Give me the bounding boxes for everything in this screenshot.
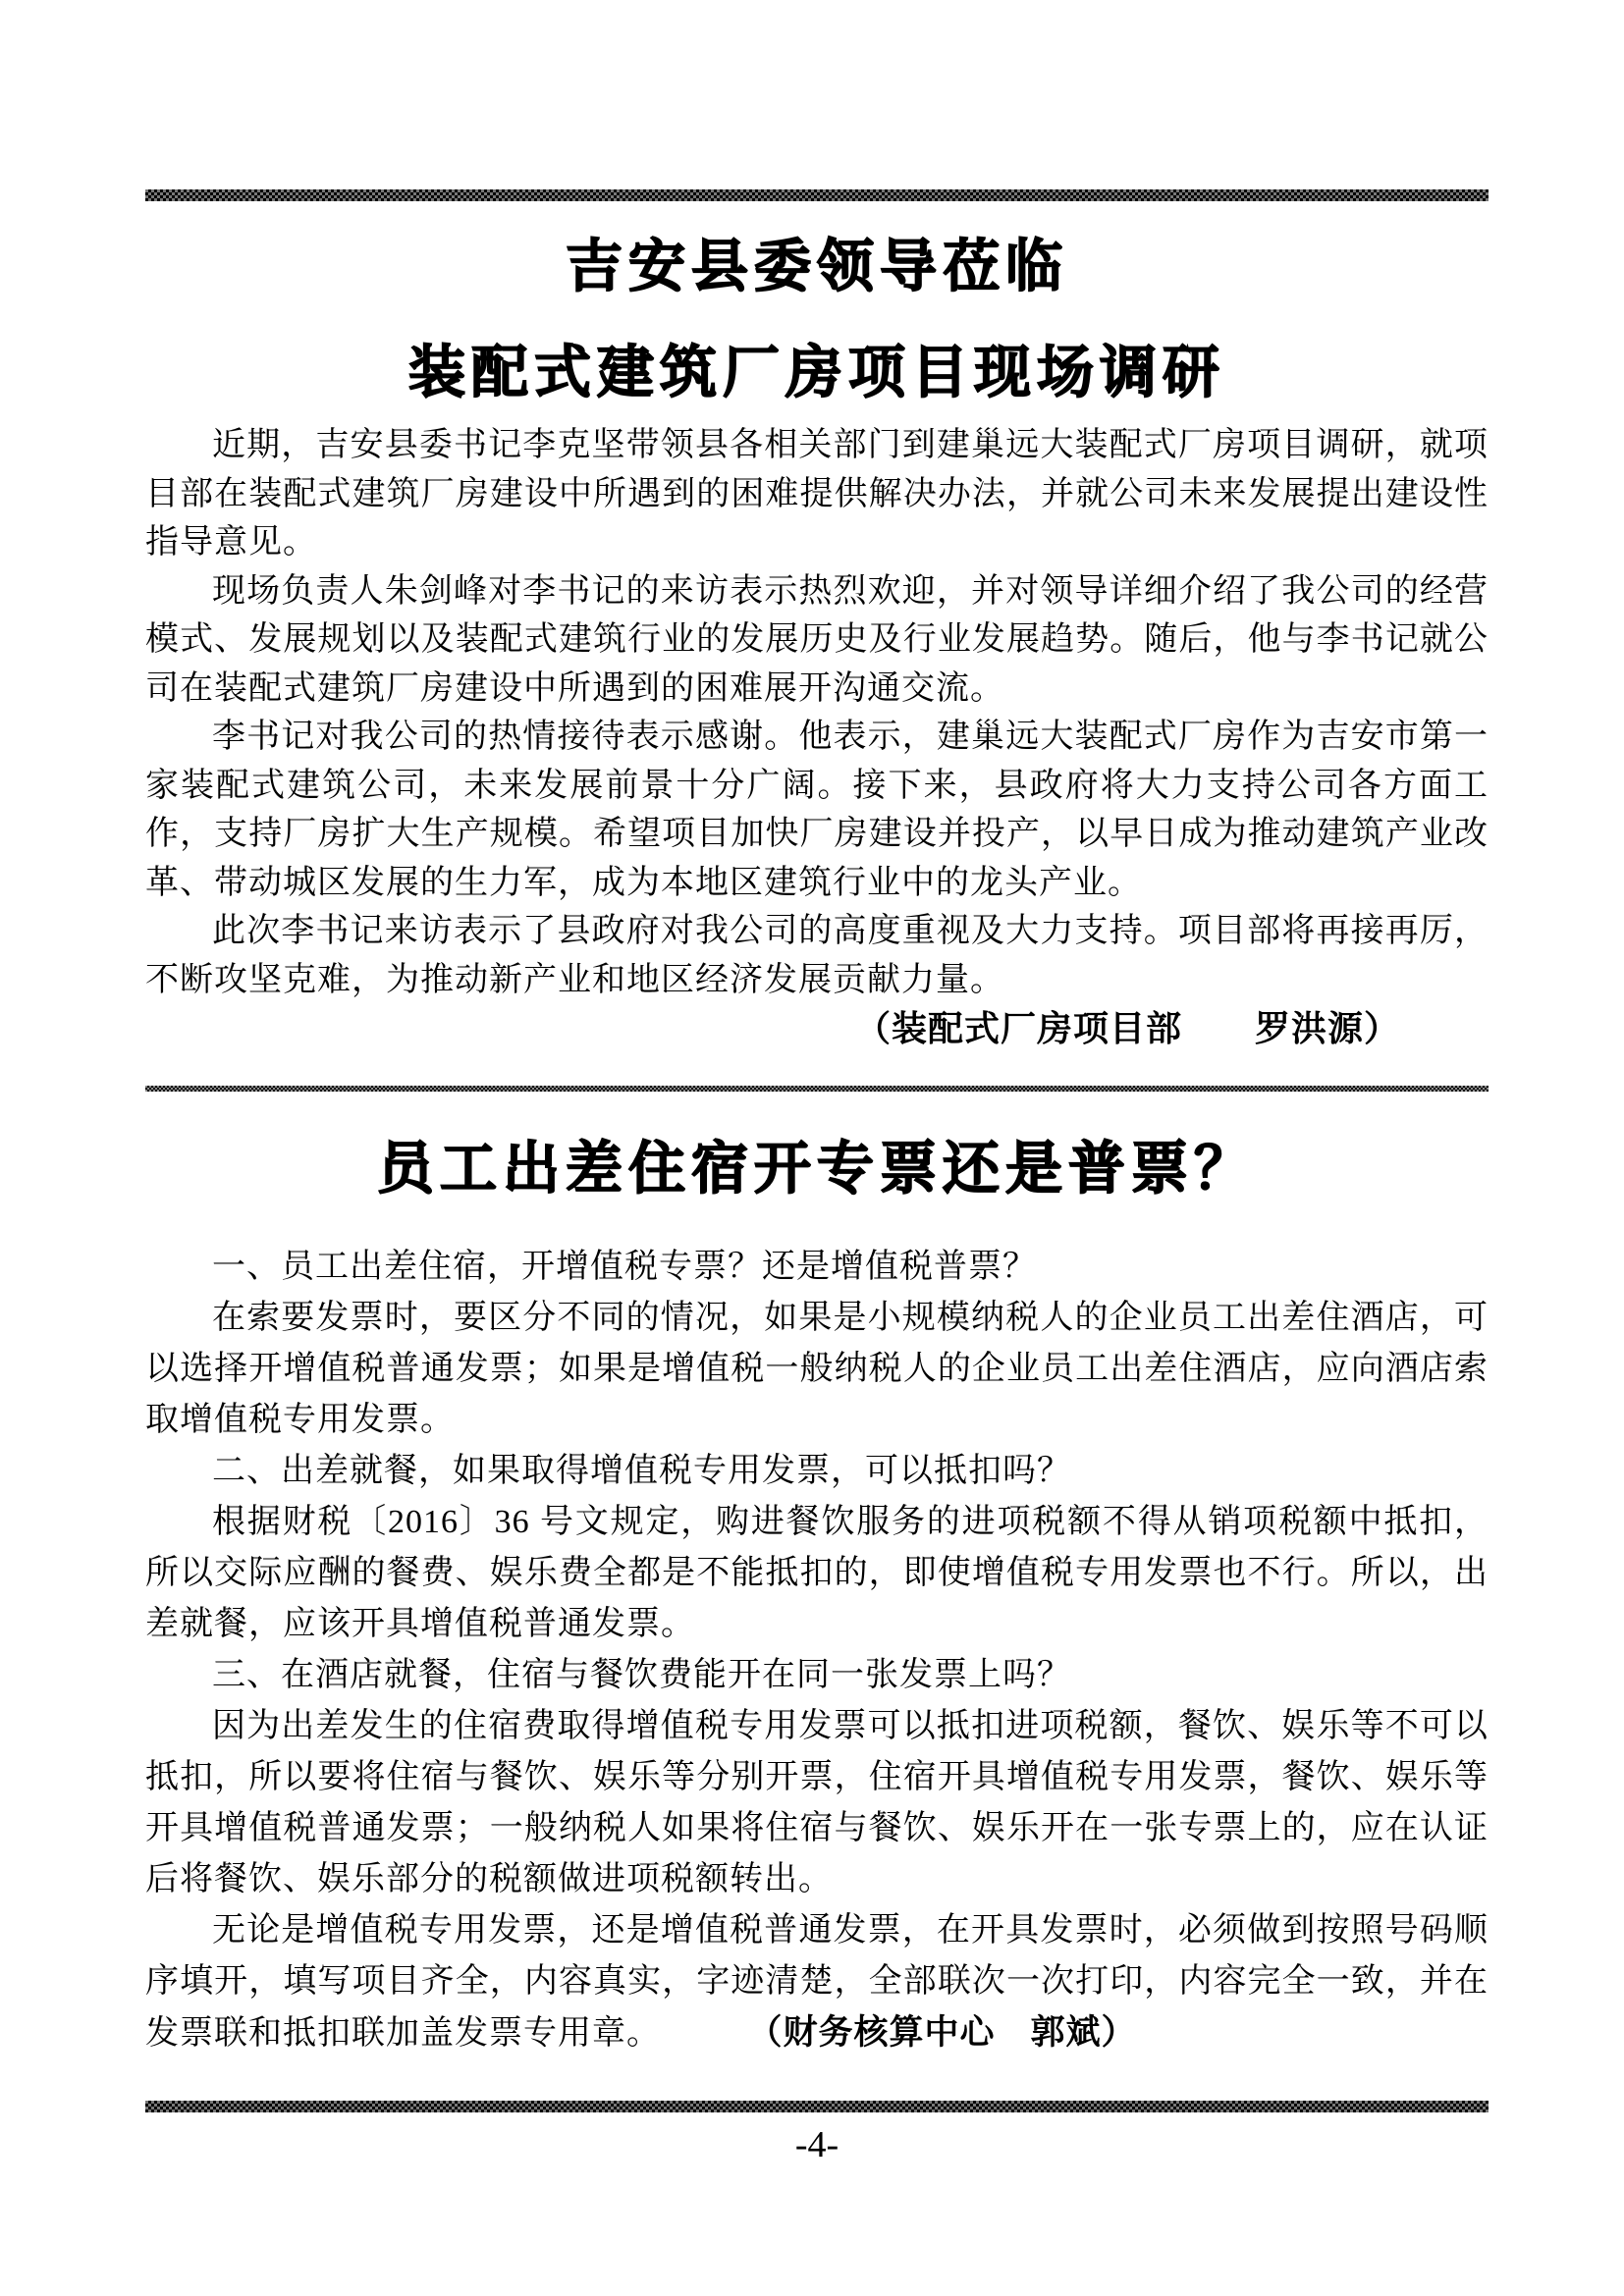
article1-byline: （装配式厂房项目部 罗洪源） [854,1009,1400,1048]
top-border-rule [145,189,1489,201]
article1-title-line2: 装配式建筑厂房项目现场调研 [407,341,1225,404]
article1-paragraph: 李书记对我公司的热情接待表示感谢。他表示，建巢远大装配式厂房作为吉安市第一家装配式建筑公司，未来发展前景十分广阔。接下来，县政府将大力支持公司各方面工作，支持厂房扩大生产规模。希望项目加快厂房建设并投产，以早日成为推动建筑产业改革、带动城区发展的生力军，成为本地区建筑行业中的龙头产业。 [145,719,1489,901]
article2-closing-text: 无论是增值税专用发票，还是增值税普通发票，在开具发票时，必须做到按照号码顺序填开，填写项目齐全，内容真实，字迹清楚，全部联次一次打印，内容完全一致，并在发票联和抵扣联加盖发票专用章。 [145,1912,1489,2052]
article2-byline: （财务核算中心 郭斌） [765,2013,1137,2052]
article2-paragraph: 根据财税〔2016〕36 号文规定，购进餐饮服务的进项税额不得从销项税额中抵扣，所以交际应酬的餐费、娱乐费全都是不能抵扣的，即使增值税专用发票也不行。所以，出差就餐，应该开具增值税普通发票。 [145,1504,1489,1642]
article2-paragraph: 一、员工出差住宿，开增值税专票？还是增值税普票？ [212,1249,1037,1285]
article2-closing-paragraph [145,1905,1489,2059]
article1-body [145,421,1489,1004]
article1-paragraph: 近期，吉安县委书记李克坚带领县各相关部门到建巢远大装配式厂房项目调研，就项目部在装配式建筑厂房建设中所遇到的困难提供解决办法，并就公司未来发展提出建设性指导意见。 [145,427,1489,561]
page-number: -4- [794,2124,839,2165]
article2-paragraph: 二、出差就餐，如果取得增值税专用发票，可以抵扣吗？ [212,1453,1071,1489]
article2-body [145,1242,1489,2059]
article-factory-visit [145,237,1489,1053]
article-invoice-qa [145,1138,1489,2059]
article2-paragraph: 在索要发票时，要区分不同的情况，如果是小规模纳税人的企业员工出差住酒店，可以选择开增值税普通发票；如果是增值税一般纳税人的企业员工出差住酒店，应向酒店索取增值税专用发票。 [145,1300,1489,1438]
article1-title-line1: 吉安县委领导莅临 [565,235,1068,298]
article2-paragraph: 因为出差发生的住宿费取得增值税专用发票可以抵扣进项税额，餐饮、娱乐等不可以抵扣，所以要将住宿与餐饮、娱乐等分别开票，住宿开具增值税专用发票，餐饮、娱乐等开具增值税普通发票；一般纳税人如果将住宿与餐饮、娱乐开在一张专票上的，应在认证后将餐饮、娱乐部分的税额做进项税额转出。 [145,1708,1489,1897]
article1-paragraph: 现场负责人朱剑峰对李书记的来访表示热烈欢迎，并对领导详细介绍了我公司的经营模式、发展规划以及装配式建筑行业的发展历史及行业发展趋势。随后，他与李书记就公司在装配式建筑厂房建设中所遇到的困难展开沟通交流。 [145,572,1489,707]
article2-title: 员工出差住宿开专票还是普票？ [376,1137,1257,1201]
article2-paragraph: 三、在酒店就餐，住宿与餐饮费能开在同一张发票上吗？ [212,1657,1071,1693]
bottom-border-rule [145,2101,1489,2112]
article1-paragraph: 此次李书记来访表示了县政府对我公司的高度重视及大力支持。项目部将再接再厉，不断攻坚克难，为推动新产业和地区经济发展贡献力量。 [145,913,1489,998]
article-divider-rule [145,1086,1489,1092]
page-content [0,189,1624,2165]
